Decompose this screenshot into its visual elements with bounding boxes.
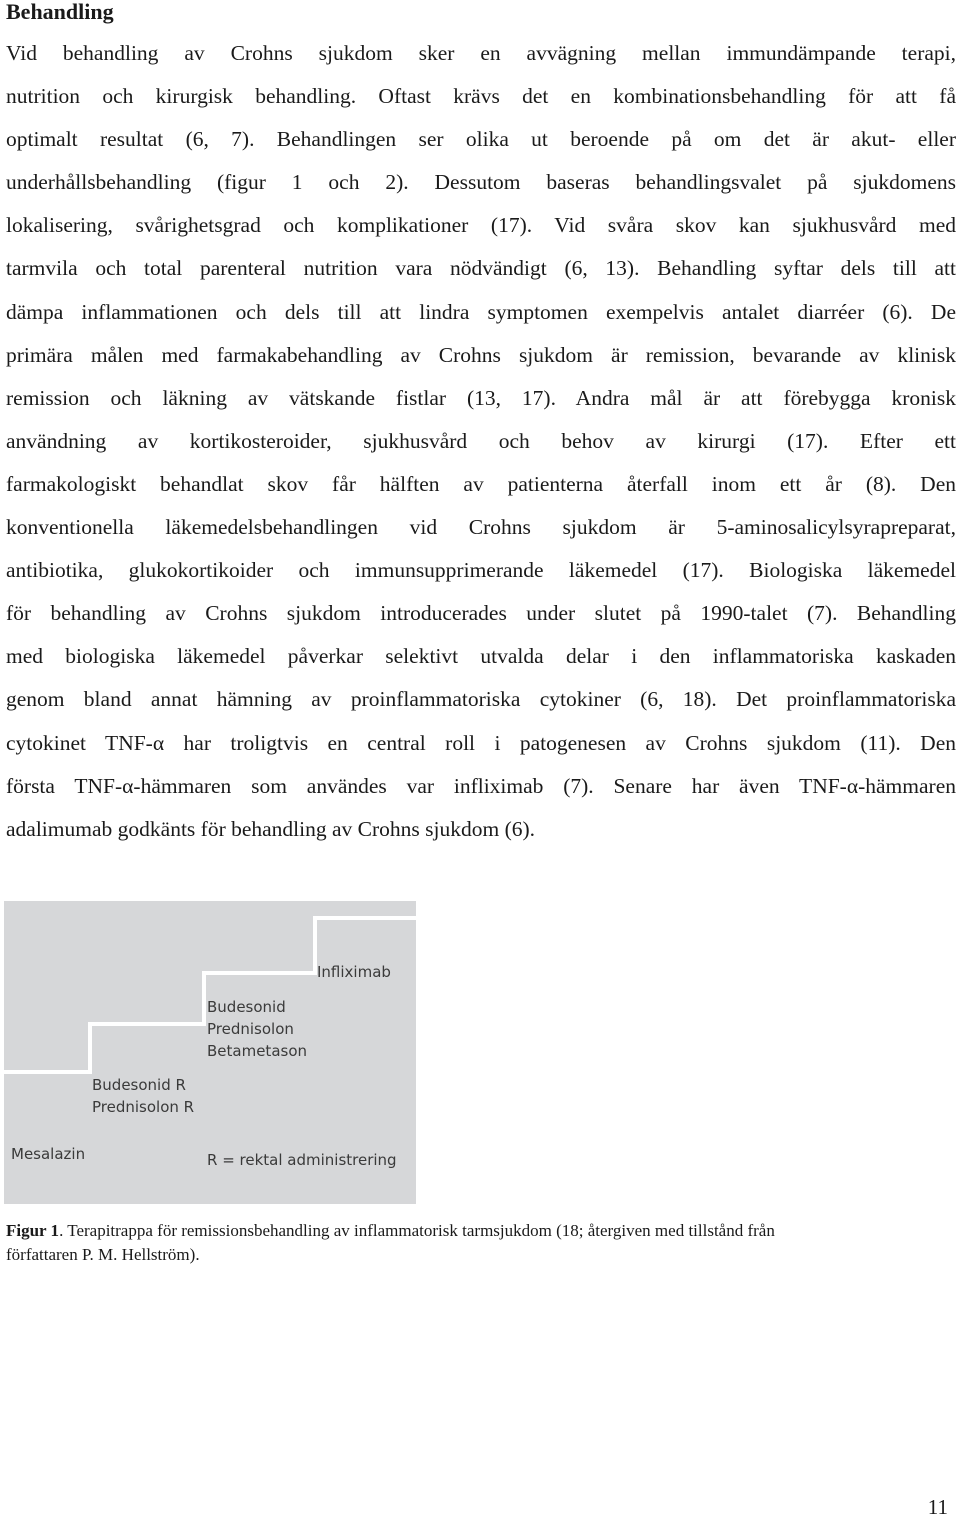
paragraph-line: konventionella läkemedelsbehandlingen vid Crohns sjukdom är 5-aminosalicylsyrapreparat, [6, 515, 956, 540]
caption-line [6, 1219, 956, 1243]
caption-line-2: författaren P. M. Hellström). [6, 1245, 200, 1264]
caption-text: . Terapitrappa för remissionsbehandling av inflammatorisk tarmsjukdom (18; återgiven med tillstånd från [59, 1221, 775, 1240]
paragraph-line: första TNF-α-hämmaren som användes var infliximab (7). Senare har även TNF-α-hämmaren [6, 773, 956, 798]
paragraph-line: primära målen med farmakabehandling av Crohns sjukdom är remission, bevarande av klinisk [6, 342, 956, 367]
paragraph-line: användning av kortikosteroider, sjukhusvård och behov av kirurgi (17). Efter ett [6, 428, 956, 453]
paragraph-line: tarmvila och total parenteral nutrition vara nödvändigt (6, 13). Behandling syftar dels till att [6, 256, 956, 281]
paragraph-line: lokalisering, svårighetsgrad och komplikationer (17). Vid svåra skov kan sjukhusvård med [6, 213, 956, 238]
staircase-diagram [4, 901, 416, 1204]
paragraph-line: remission och läkning av vätskande fistlar (13, 17). Andra mål är att förebygga kronisk [6, 385, 956, 410]
step-label-budesonid-r: Budesonid R [92, 1076, 186, 1094]
step-label-infliximab: Infliximab [317, 963, 391, 981]
paragraph-line: nutrition och kirurgisk behandling. Oftast krävs det en kombinationsbehandling för att få [6, 84, 956, 109]
step-label-betametason: Betametason [207, 1042, 308, 1060]
figure-caption [6, 1219, 956, 1267]
step-label-prednisolon-r: Prednisolon R [92, 1098, 195, 1116]
paragraph-line: farmakologiskt behandlat skov får hälften av patienterna återfall inom ett år (8). Den [6, 471, 956, 496]
paragraph-line: antibiotika, glukokortikoider och immunsupprimerande läkemedel (17). Biologiska läkemedel [6, 558, 956, 583]
paragraph-line: dämpa inflammationen och dels till att lindra symptomen exempelvis antalet diarréer (6). De [6, 299, 956, 324]
body-paragraph [6, 32, 956, 851]
caption-label: Figur 1 [6, 1221, 60, 1240]
step-label-budesonid: Budesonid [207, 998, 286, 1016]
paragraph-line: för behandling av Crohns sjukdom introducerades under slutet på 1990-talet (7). Behandling [6, 601, 956, 626]
paragraph-line: optimalt resultat (6, 7). Behandlingen ser olika ut beroende på om det är akut- eller [6, 127, 956, 152]
figure-legend: R = rektal administrering [207, 1151, 397, 1169]
paragraph-line: cytokinet TNF-α har troligtvis en central roll i patogenesen av Crohns sjukdom (11). Den [6, 730, 956, 755]
paragraph-line: Vid behandling av Crohns sjukdom sker en avvägning mellan immundämpande terapi, [6, 41, 956, 65]
page-number: 11 [927, 1495, 948, 1519]
paragraph-line: genom bland annat hämning av proinflammatoriska cytokiner (6, 18). Det proinflammatoriska [6, 687, 956, 712]
paragraph-line: underhållsbehandling (figur 1 och 2). Dessutom baseras behandlingsvalet på sjukdomens [6, 170, 956, 195]
step-label-mesalazin: Mesalazin [11, 1145, 86, 1163]
paragraph-line: med biologiska läkemedel påverkar selektivt utvalda delar i den inflammatoriska kaskaden [6, 644, 956, 669]
paragraph-line: adalimumab godkänts för behandling av Crohns sjukdom (6). [6, 816, 536, 841]
therapy-staircase-figure [4, 901, 416, 1204]
step-label-prednisolon: Prednisolon [207, 1020, 294, 1038]
section-heading: Behandling [6, 0, 114, 24]
